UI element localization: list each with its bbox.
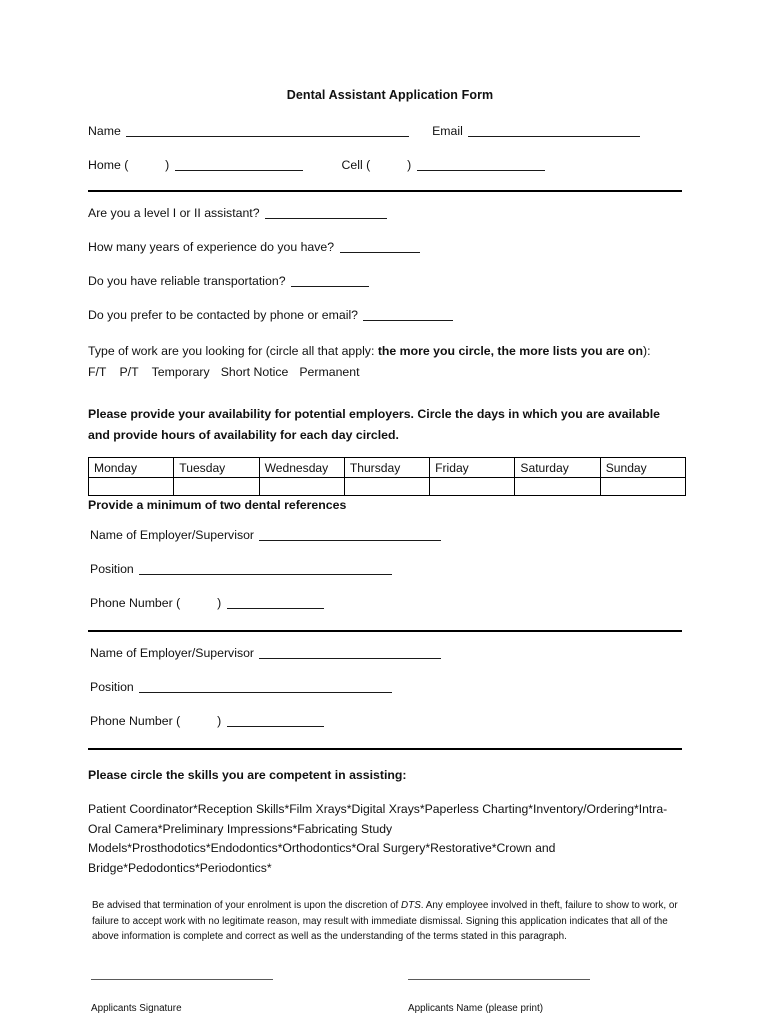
disclaimer-paragraph: [88, 898, 680, 945]
availability-day-monday: Monday: [89, 458, 174, 478]
disclaimer-part-2: . Any employee involved in theft, failure to show to work, or failure to accept work with no legitimate reason, may result with immediate dismissal. Signing this application indicates that all of the above information is complete and correct as well as the understanding of the terms stated in this paragraph.: [92, 900, 678, 943]
reference-2-phone-label-prefix: Phone Number (: [90, 714, 181, 728]
reference-1-phone-label-prefix: Phone Number (: [90, 596, 181, 610]
reference-2-phone-row: [88, 714, 684, 729]
home-phone-label-suffix: ): [165, 158, 170, 172]
availability-hours-monday[interactable]: [89, 478, 174, 496]
signature-area: [88, 979, 684, 1033]
availability-instruction-line-1: Please provide your availability for potential employers. Circle the days in which you are available: [88, 407, 661, 421]
applicant-name-line[interactable]: [408, 979, 590, 980]
reference-1-position-input[interactable]: [139, 563, 392, 575]
reference-2-employer-input[interactable]: [259, 647, 441, 659]
question-level-label: Are you a level I or II assistant?: [88, 206, 260, 220]
name-label: Name: [88, 124, 121, 138]
availability-hours-wednesday[interactable]: [259, 478, 344, 496]
reference-1-employer-input[interactable]: [259, 529, 441, 541]
reference-1-phone-row: [88, 596, 684, 611]
reference-2-phone-input[interactable]: [227, 715, 324, 727]
availability-instructions: [88, 404, 684, 446]
reference-2-phone-label-suffix: ): [217, 714, 222, 728]
email-input[interactable]: [468, 125, 640, 137]
work-type-emphasis-prefix: :: [370, 344, 378, 358]
form-content: [88, 88, 684, 1033]
work-type-option-temporary[interactable]: Temporary: [151, 365, 210, 379]
reference-2-employer-label: Name of Employer/Supervisor: [90, 646, 255, 660]
applicant-name-label: Applicants Name (please print): [408, 1002, 544, 1014]
availability-day-sunday: Sunday: [600, 458, 685, 478]
page-title: Dental Assistant Application Form: [286, 88, 494, 102]
name-email-row: [88, 124, 684, 139]
reference-2-position-input[interactable]: [139, 681, 392, 693]
skills-list[interactable]: Patient Coordinator*Reception Skills*Film Xrays*Digital Xrays*Paperless Charting*Inventory/Ordering*Intra-Oral Camera*Preliminary Impressions*Fabricating Study Models*Prosthodotics*Endodontics*Orthodontics*Oral Surgery*Restorative*Crown and Bridge*Pedodontics*Periodontics*: [88, 802, 668, 875]
work-type-option-pt[interactable]: P/T: [119, 365, 139, 379]
question-experience-label: How many years of experience do you have?: [88, 240, 335, 254]
section-divider-reference-2: [88, 748, 682, 750]
question-experience-input[interactable]: [340, 241, 420, 253]
question-level-input[interactable]: [265, 207, 387, 219]
signature-column-left: [91, 979, 281, 1015]
availability-hours-saturday[interactable]: [515, 478, 600, 496]
availability-day-saturday: Saturday: [515, 458, 600, 478]
work-type-option-permanent[interactable]: Permanent: [299, 365, 360, 379]
work-type-emphasis: the more you circle, the more lists you are on: [377, 344, 643, 358]
question-transportation-row: [88, 274, 684, 289]
references-heading: Provide a minimum of two dental references: [88, 498, 347, 512]
name-input[interactable]: [126, 125, 409, 137]
availability-hours-tuesday[interactable]: [174, 478, 259, 496]
availability-day-thursday: Thursday: [344, 458, 429, 478]
availability-hours-sunday[interactable]: [600, 478, 685, 496]
home-phone-label-prefix: Home (: [88, 158, 129, 172]
availability-instruction-line-2: and provide hours of availability for each day circled.: [88, 428, 399, 442]
availability-day-friday: Friday: [430, 458, 515, 478]
cell-phone-input[interactable]: [417, 159, 545, 171]
applicant-signature-line[interactable]: [91, 979, 273, 980]
section-divider-reference-1: [88, 630, 682, 632]
home-phone-input[interactable]: [175, 159, 303, 171]
cell-phone-label-prefix: Cell (: [341, 158, 371, 172]
reference-1-position-row: [88, 562, 684, 577]
reference-1-phone-label-suffix: ): [217, 596, 222, 610]
question-contact-preference-input[interactable]: [363, 309, 453, 321]
reference-1-employer-row: [88, 528, 684, 543]
cell-phone-label-suffix: ): [407, 158, 412, 172]
work-type-option-short-notice[interactable]: Short Notice: [220, 365, 289, 379]
availability-day-tuesday: Tuesday: [174, 458, 259, 478]
reference-2-position-label: Position: [90, 680, 134, 694]
availability-table: [88, 457, 686, 496]
question-experience-row: [88, 240, 684, 255]
question-transportation-input[interactable]: [291, 275, 369, 287]
section-divider-contact: [88, 190, 682, 192]
reference-1-phone-input[interactable]: [227, 597, 324, 609]
applicant-signature-label: Applicants Signature: [91, 1002, 182, 1014]
question-contact-preference-row: [88, 308, 684, 323]
work-type-intro: Type of work are you looking for (circle all that apply: [88, 344, 371, 358]
work-type-intro-suffix: ):: [642, 344, 651, 358]
phone-row: [88, 158, 684, 173]
availability-hours-row: [89, 478, 686, 496]
question-level-row: [88, 206, 684, 221]
signature-column-right: [408, 979, 598, 1015]
disclaimer-italic-term: DTS: [401, 900, 421, 911]
disclaimer-part-1: Be advised that termination of your enrolment is upon the discretion of: [92, 900, 402, 911]
reference-1-employer-label: Name of Employer/Supervisor: [90, 528, 255, 542]
question-contact-preference-label: Do you prefer to be contacted by phone or email?: [88, 308, 359, 322]
availability-hours-thursday[interactable]: [344, 478, 429, 496]
email-label: Email: [432, 124, 463, 138]
work-type-options: [88, 363, 684, 382]
skills-heading: Please circle the skills you are competent in assisting:: [88, 768, 407, 782]
work-type-option-ft[interactable]: F/T: [88, 365, 107, 379]
availability-hours-friday[interactable]: [430, 478, 515, 496]
availability-day-wednesday: Wednesday: [259, 458, 344, 478]
reference-2-position-row: [88, 680, 684, 695]
question-transportation-label: Do you have reliable transportation?: [88, 274, 286, 288]
work-type-section: [88, 342, 684, 382]
reference-2-employer-row: [88, 646, 684, 661]
reference-1-position-label: Position: [90, 562, 134, 576]
availability-header-row: [89, 458, 686, 478]
